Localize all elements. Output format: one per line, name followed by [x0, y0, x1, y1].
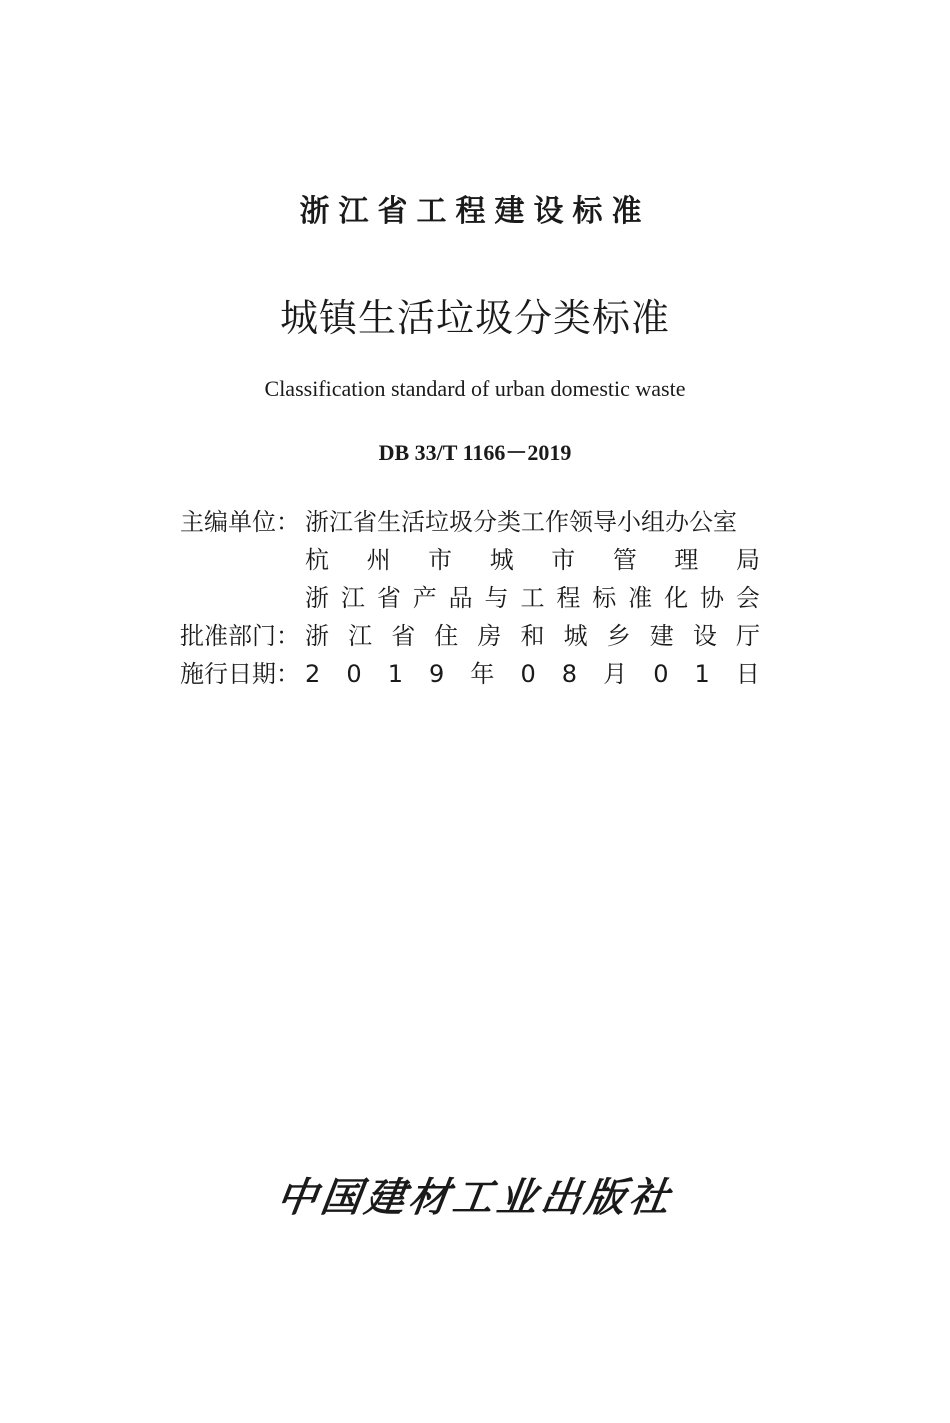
meta-value-char: 杭: [305, 546, 329, 574]
meta-value-char: 省: [391, 622, 416, 650]
meta-value-char: 0: [653, 660, 669, 688]
meta-value-char: 城: [489, 546, 514, 574]
meta-value-char: 江: [348, 622, 373, 650]
meta-row-editor-3: [180, 579, 760, 617]
meta-value-char: 浙: [305, 584, 329, 612]
meta-value-editor-3: [305, 579, 760, 617]
meta-value-char: 厅: [735, 622, 760, 650]
meta-value-char: 江: [340, 584, 365, 612]
meta-value-char: 浙: [305, 622, 329, 650]
meta-value-char: 管: [612, 546, 637, 574]
meta-value-char: 化: [664, 584, 689, 612]
meta-label-blank: [180, 541, 305, 579]
meta-value-editor-1: 浙江省生活垃圾分类工作领导小组办公室: [305, 508, 737, 536]
meta-value-effective-date: [305, 655, 760, 693]
meta-value-char: 协: [699, 584, 724, 612]
meta-value-char: 0: [346, 660, 362, 688]
meta-value-char: 局: [735, 546, 760, 574]
meta-value-char: 2: [305, 660, 321, 688]
meta-row-effective-date: [180, 655, 760, 693]
meta-value-char: 品: [448, 584, 473, 612]
meta-label-editor: 主编单位：: [180, 508, 300, 536]
meta-value-char: 工: [520, 584, 545, 612]
meta-value-char: 产: [412, 584, 437, 612]
publisher-name: 中国建材工业出版社: [273, 1174, 677, 1221]
meta-row-approver: [180, 617, 760, 655]
meta-value-char: 与: [484, 584, 509, 612]
meta-value-char: 乡: [606, 622, 631, 650]
meta-value-char: 1: [694, 660, 710, 688]
standard-title-english: Classification standard of urban domestic waste: [264, 376, 686, 401]
standard-title-chinese: 城镇生活垃圾分类标准: [279, 296, 670, 340]
meta-value-char: 月: [603, 660, 628, 688]
meta-value-char: 省: [376, 584, 401, 612]
meta-value-editor-2: [305, 541, 760, 579]
meta-value-char: 年: [470, 660, 495, 688]
meta-label-effective-date: 施行日期：: [180, 660, 300, 688]
meta-value-char: 9: [429, 660, 445, 688]
meta-value-approver: [305, 617, 760, 655]
meta-value-char: 城: [563, 622, 588, 650]
meta-value-char: 0: [520, 660, 536, 688]
meta-value-char: 住: [434, 622, 459, 650]
standard-metadata: [180, 503, 760, 693]
meta-value-char: 市: [551, 546, 576, 574]
meta-row-editor-1: [180, 503, 760, 541]
meta-value-char: 标: [592, 584, 617, 612]
meta-value-char: 8: [561, 660, 578, 688]
meta-value-char: 准: [628, 584, 653, 612]
meta-value-char: 市: [428, 546, 453, 574]
meta-value-char: 1: [387, 660, 403, 688]
meta-row-editor-2: [180, 541, 760, 579]
meta-value-char: 房: [477, 622, 502, 650]
meta-label-approver: 批准部门：: [180, 622, 300, 650]
meta-value-char: 程: [556, 584, 581, 612]
meta-value-char: 理: [674, 546, 699, 574]
meta-value-char: 建: [649, 622, 674, 650]
meta-value-char: 和: [520, 622, 545, 650]
standard-code: DB 33/T 1166－2019: [378, 440, 572, 465]
standard-series-title: 浙江省工程建设标准: [299, 194, 651, 229]
meta-value-char: 日: [735, 660, 760, 688]
meta-label-blank: [180, 579, 305, 617]
meta-value-char: 会: [735, 584, 760, 612]
meta-value-char: 设: [692, 622, 717, 650]
meta-value-char: 州: [366, 546, 391, 574]
